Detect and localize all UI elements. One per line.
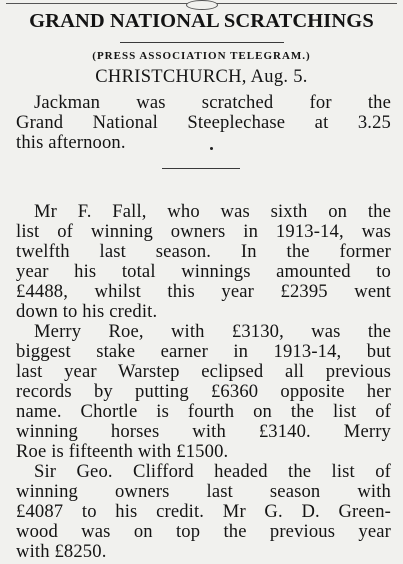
dateline: CHRISTCHURCH, Aug. 5. bbox=[95, 67, 308, 87]
headline-rule bbox=[120, 42, 284, 43]
body-line: twelfth last season. In the former bbox=[16, 241, 391, 262]
body-line: Mr F. Fall, who was sixth on the bbox=[34, 201, 391, 222]
body-line: records by putting £6360 opposite her bbox=[16, 381, 391, 402]
headline: GRAND NATIONAL SCRATCHINGS bbox=[29, 10, 374, 32]
body-line: with £8250. bbox=[16, 541, 107, 562]
press-credit: (PRESS ASSOCIATION TELEGRAM.) bbox=[92, 50, 311, 62]
body-line: winning owners last season with bbox=[16, 481, 391, 502]
lead-line: Grand National Steeplechase at 3.25 bbox=[16, 112, 391, 133]
lead-line: this afternoon. bbox=[16, 132, 126, 153]
body-line: name. Chortle is fourth on the list of bbox=[16, 401, 391, 422]
body-line: £4087 to his credit. Mr G. D. Green- bbox=[16, 501, 391, 522]
body-line: last year Warstep eclipsed all previous bbox=[16, 361, 391, 382]
body-line: winning horses with £3140. Merry bbox=[16, 421, 391, 442]
body-line: down to his credit. bbox=[16, 301, 158, 322]
body-line: Sir Geo. Clifford headed the list of bbox=[34, 461, 391, 482]
body-line: Merry Roe, with £3130, was the bbox=[34, 321, 391, 342]
lead-line: Jackman was scratched for the bbox=[34, 92, 391, 113]
body-line: Roe is fifteenth with £1500. bbox=[16, 441, 229, 462]
ornament bbox=[186, 0, 218, 10]
section-rule bbox=[162, 168, 240, 169]
body-line: list of winning owners in 1913-14, was bbox=[16, 221, 391, 242]
body-line: £4488, whilst this year £2395 went bbox=[16, 281, 391, 302]
body-line: wood was on top the previous year bbox=[16, 521, 391, 542]
body-line: year his total winnings amounted to bbox=[16, 261, 391, 282]
print-speck bbox=[210, 147, 213, 150]
body-line: biggest stake earner in 1913-14, but bbox=[16, 341, 391, 362]
